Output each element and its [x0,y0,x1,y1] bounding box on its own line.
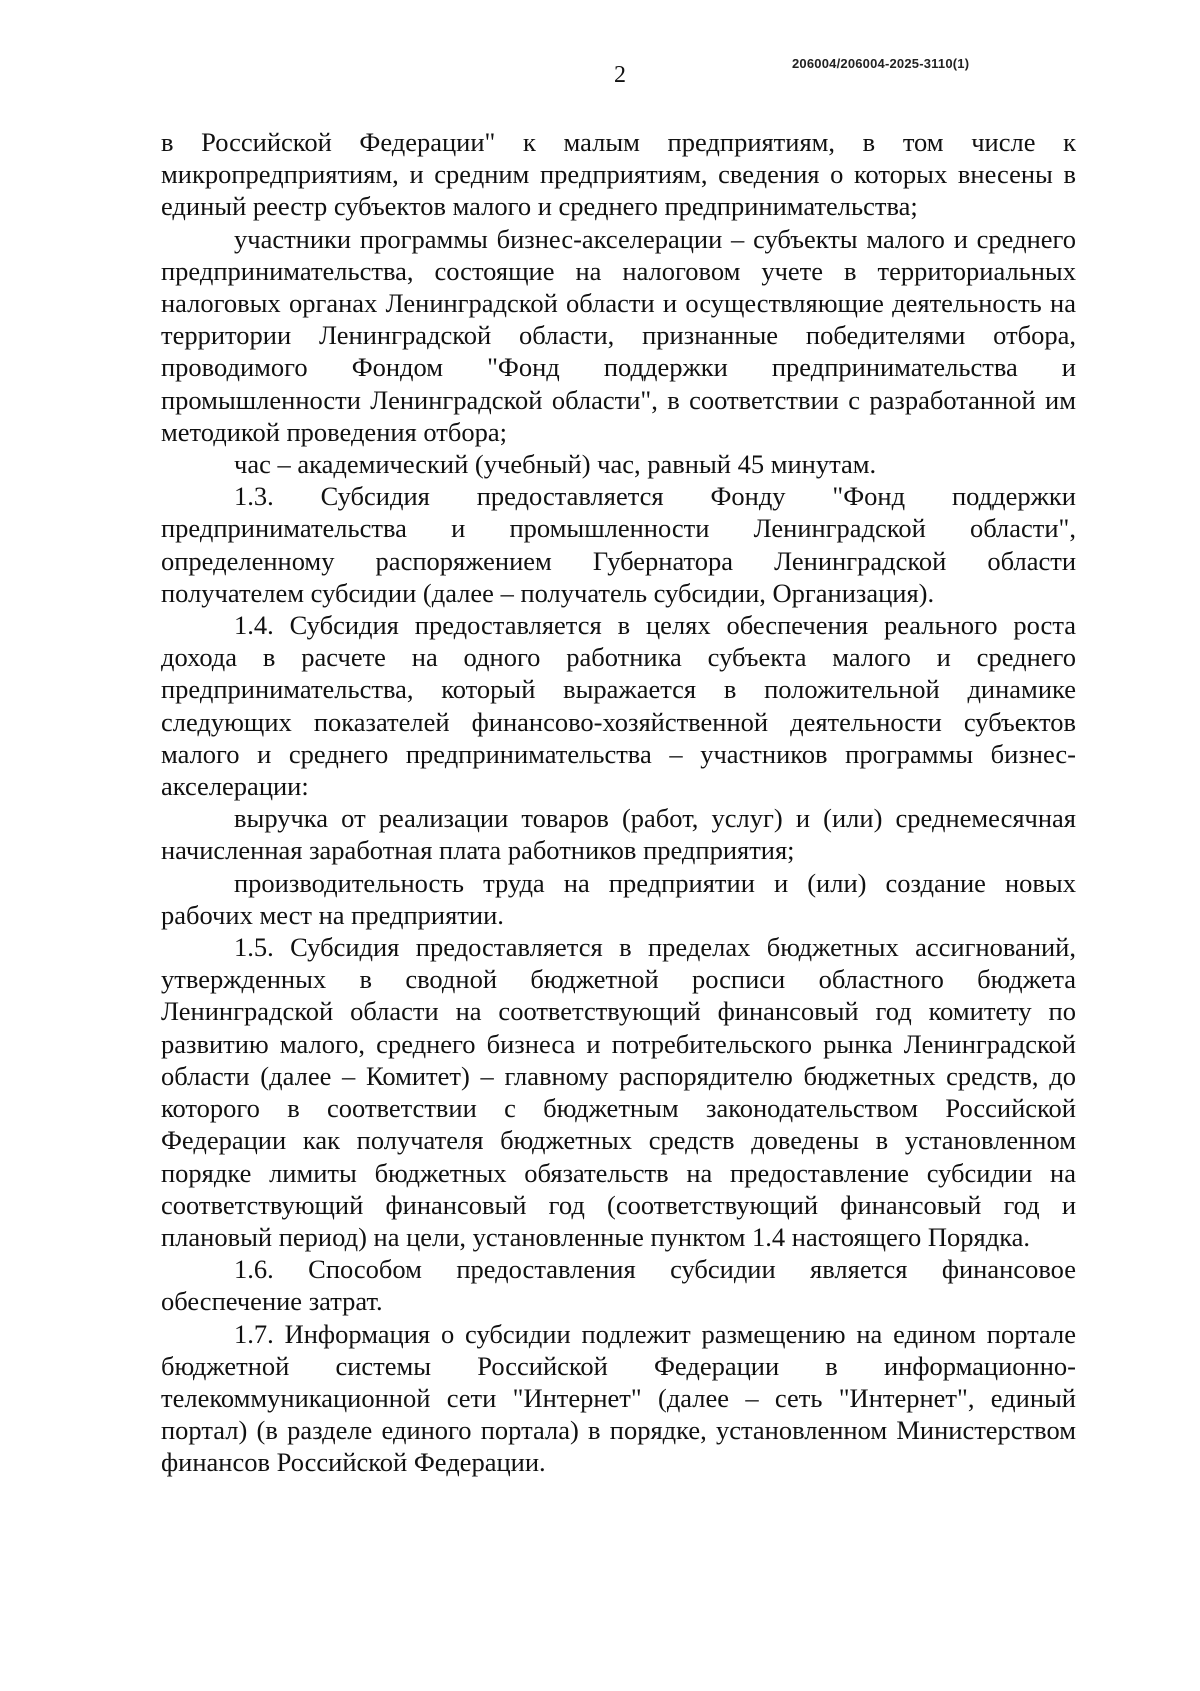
document-id: 206004/206004-2025-3110(1) [792,56,970,71]
paragraph-1-3: 1.3. Субсидия предоставляется Фонду "Фонд поддержки предпринимательства и промышленности Ленинградской области", определенному распоряжением Губернатора Ленинградской области получателем субсидии (далее – получатель субсидии, Организация). [161,481,1076,608]
paragraph-indicator-revenue: выручка от реализации товаров (работ, услуг) и (или) среднемесячная начисленная заработная плата работников предприятия; [161,803,1076,866]
page-number: 2 [614,62,626,88]
paragraph-1-4: 1.4. Субсидия предоставляется в целях обеспечения реального роста дохода в расчете на одного работника субъекта малого и среднего предпринимательства, который выражается в положительной динамике следующих показателей финансово-хозяйственной деятельности субъектов малого и среднего предпринимательства – участников программы бизнес-акселерации: [161,610,1076,802]
paragraph-1-5: 1.5. Субсидия предоставляется в пределах бюджетных ассигнований, утвержденных в сводной бюджетной росписи областного бюджета Ленинградской области на соответствующий финансовый год комитету по развитию малого, среднего бизнеса и потребительского рынка Ленинградской области (далее – Комитет) – главному распорядителю бюджетных средств, до которого в соответствии с бюджетным законодательством Российской Федерации как получателя бюджетных средств доведены в установленном порядке лимиты бюджетных обязательств на предоставление субсидии на соответствующий финансовый год (соответствующий финансовый год и плановый период) на цели, установленные пунктом 1.4 настоящего Порядка. [161,932,1076,1252]
paragraph-indicator-productivity: производительность труда на предприятии и (или) создание новых рабочих мест на предприятии. [161,867,1076,930]
document-body [161,126,1076,1479]
paragraph-1-6: 1.6. Способом предоставления субсидии является финансовое обеспечение затрат. [161,1254,1076,1317]
paragraph-1-7: 1.7. Информация о субсидии подлежит размещению на едином портале бюджетной системы Российской Федерации в информационно-телекоммуникационной сети "Интернет" (далее – сеть "Интернет", единый портал) (в разделе единого портала) в порядке, установленном Министерством финансов Российской Федерации. [161,1318,1076,1478]
paragraph-definition-hour: час – академический (учебный) час, равный 45 минутам. [234,449,877,480]
paragraph-continuation: в Российской Федерации" к малым предприятиям, в том числе к микропредприятиям, и средним предприятиям, сведения о которых внесены в единый реестр субъектов малого и среднего предпринимательства; [161,127,1076,222]
paragraph-definition-participants: участники программы бизнес-акселерации – субъекты малого и среднего предпринимательства, состоящие на налоговом учете в территориальных налоговых органах Ленинградской области и осуществляющие деятельность на территории Ленинградской области, признанные победителями отбора, проводимого Фондом "Фонд поддержки предпринимательства и промышленности Ленинградской области", в соответствии с разработанной им методикой проведения отбора; [161,223,1076,447]
